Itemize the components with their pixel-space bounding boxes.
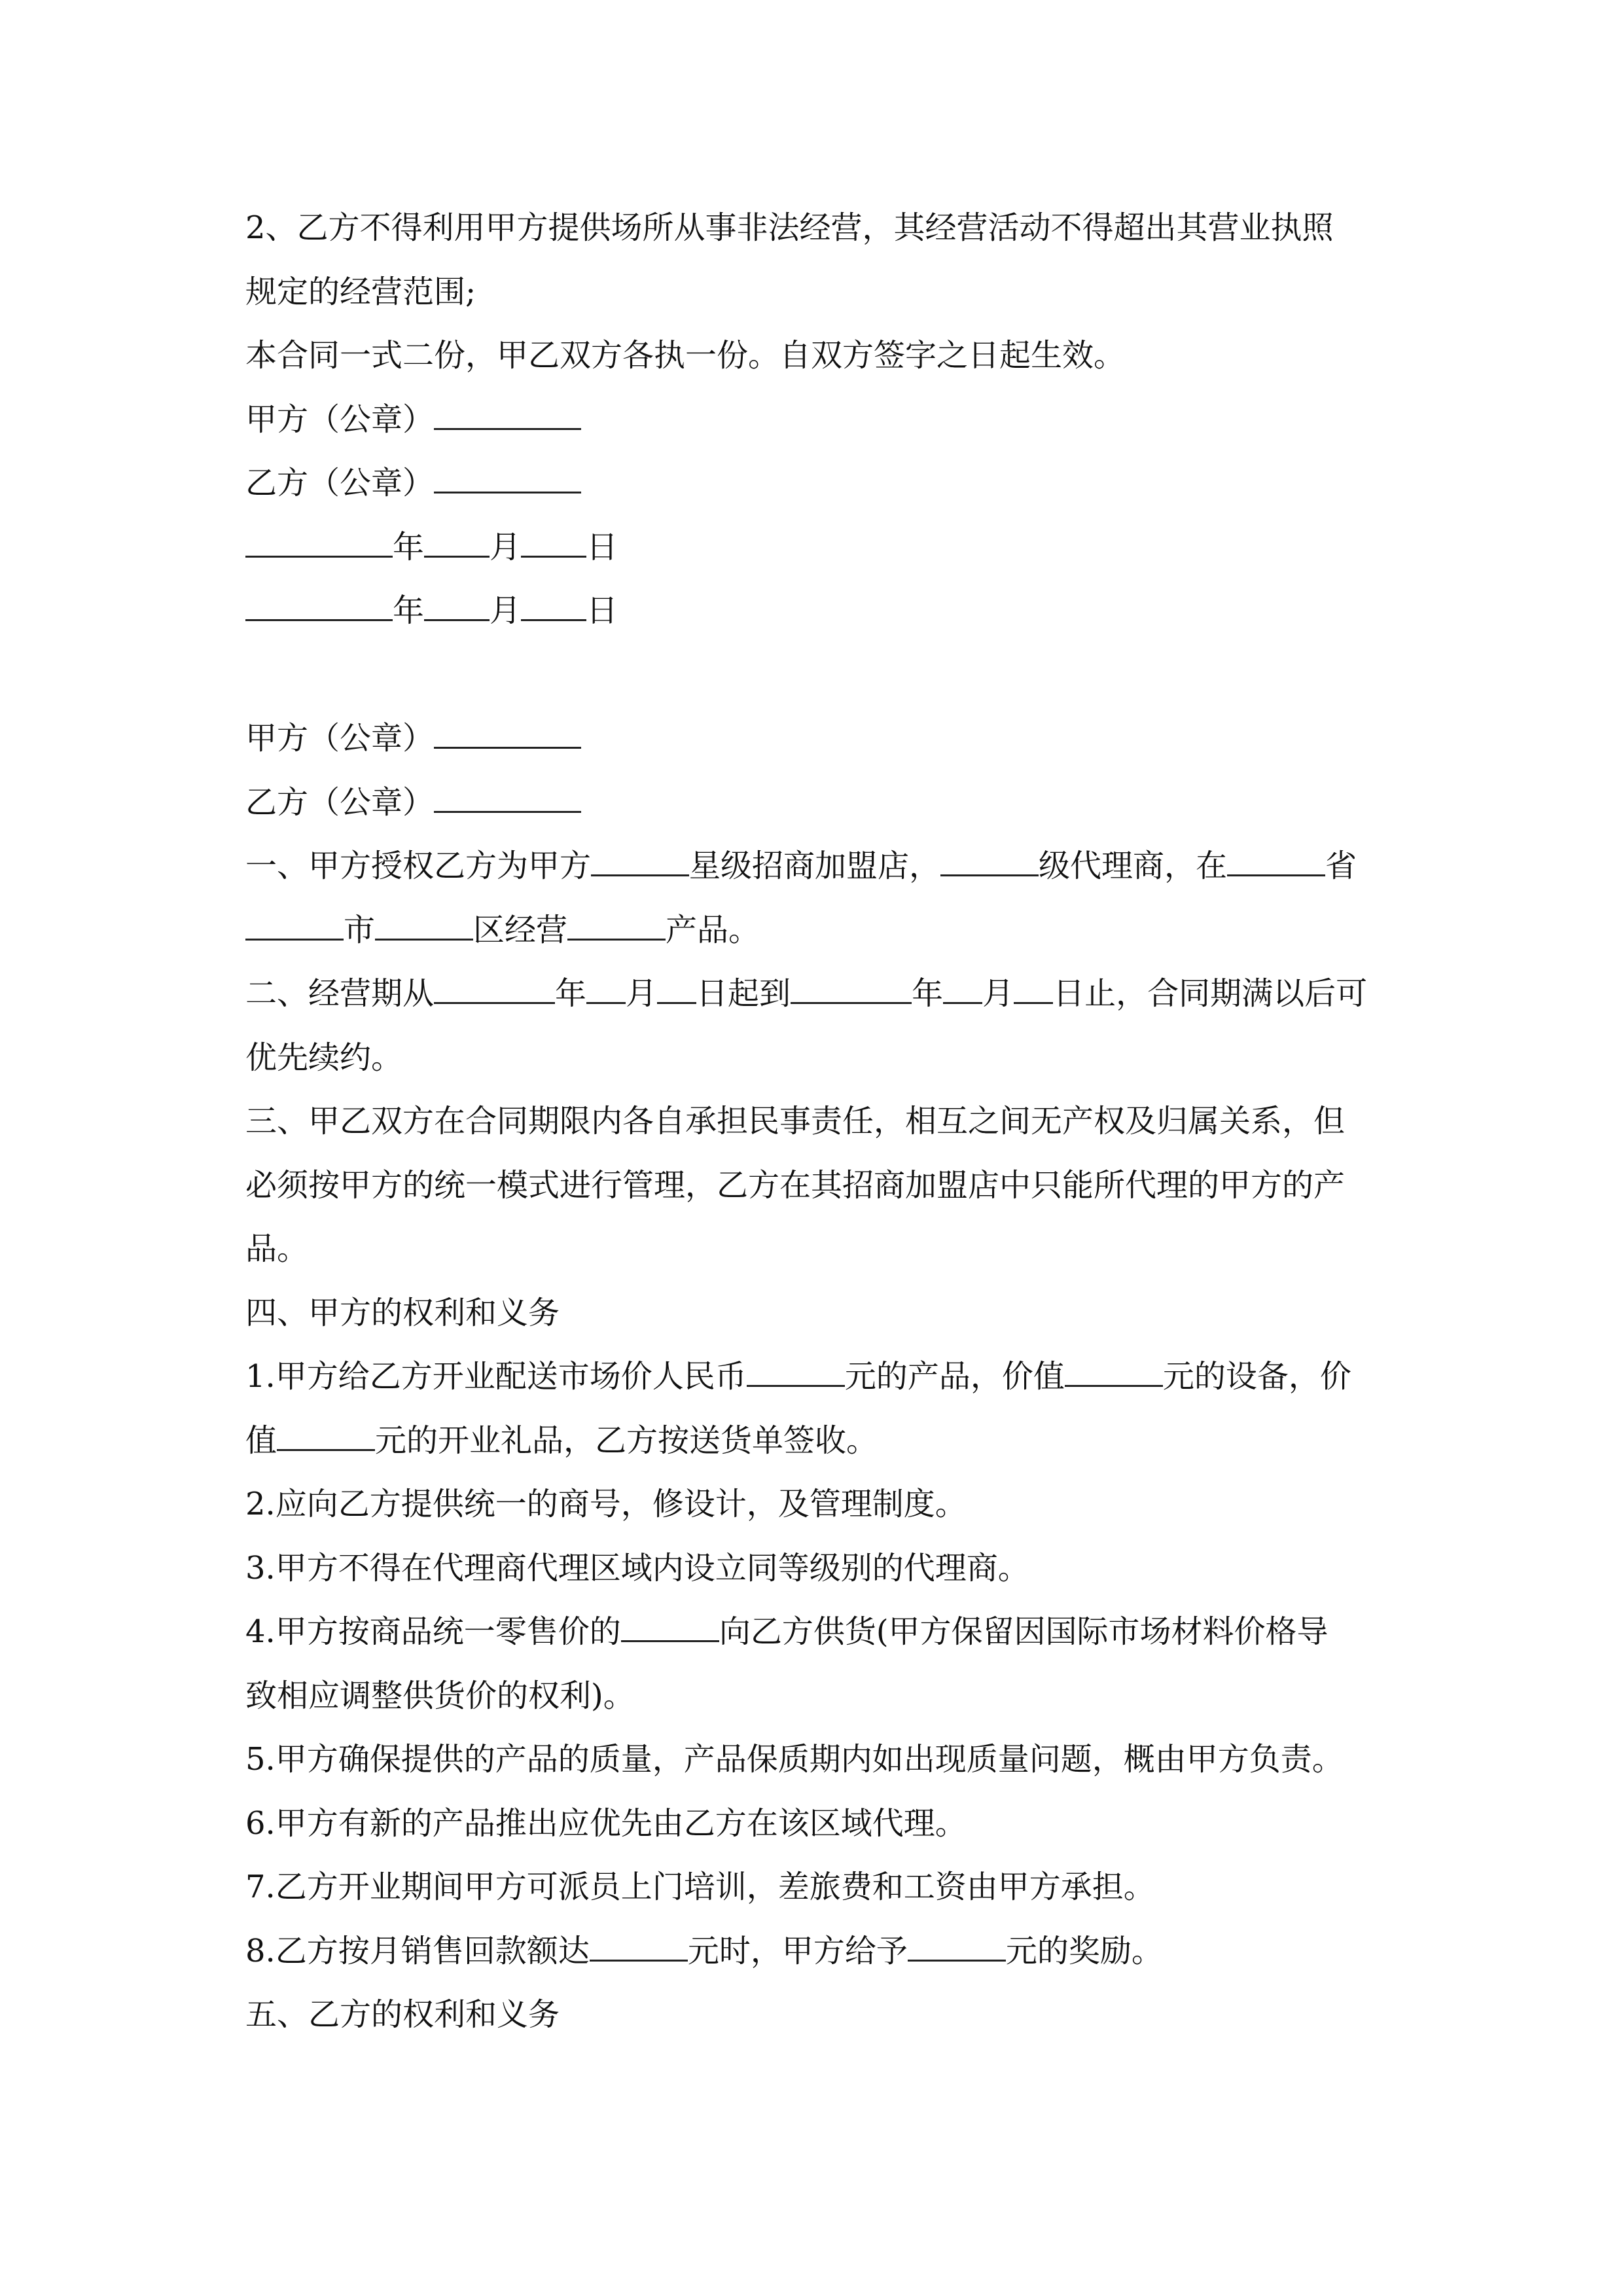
party-b-blank — [434, 461, 581, 493]
party-a-seal-2 — [245, 707, 1387, 771]
start-day-blank — [657, 972, 696, 1004]
article-4-item-1-line-1 — [245, 1345, 1387, 1409]
text: 年 — [555, 975, 587, 1012]
article-2-line-1 — [245, 962, 1387, 1026]
text: 区经营 — [473, 911, 568, 948]
year-label: 年 — [393, 592, 425, 629]
clause-2-line-1: 2、乙方不得利用甲方提供场所从事非法经营，其经营活动不得超出其营业执照 — [245, 209, 1334, 246]
end-year-blank — [791, 972, 912, 1004]
party-b-seal-1 — [245, 452, 1387, 516]
text: 8.乙方按月销售回款额达 — [245, 1932, 590, 1969]
text: 年 — [912, 975, 944, 1012]
party-b-label: 乙方（公章） — [245, 783, 435, 821]
year-label: 年 — [393, 528, 425, 565]
start-month-blank — [586, 972, 626, 1004]
text: 元的奖励。 — [1005, 1932, 1163, 1969]
product-value-blank — [747, 1355, 845, 1387]
month-label: 月 — [490, 592, 522, 629]
text: 月 — [626, 975, 658, 1012]
article-5-title: 五、乙方的权利和义务 — [245, 1996, 560, 2033]
text: 产品。 — [666, 911, 760, 948]
city-blank — [245, 908, 344, 941]
gift-value-blank — [277, 1419, 375, 1451]
article-4-item-4-line-1 — [245, 1600, 1387, 1664]
discount-blank — [621, 1610, 719, 1642]
year-blank — [245, 589, 393, 621]
article-4-title: 四、甲方的权利和义务 — [245, 1294, 560, 1331]
text: 日起到 — [696, 975, 791, 1012]
year-blank — [245, 526, 393, 558]
text: 日止，合同期满以后可 — [1053, 975, 1368, 1012]
day-blank — [521, 589, 586, 621]
text: 元的开业礼品，乙方按送货单签收。 — [375, 1422, 878, 1459]
text: 值 — [245, 1422, 277, 1459]
month-blank — [424, 526, 490, 558]
text: 省 — [1325, 848, 1357, 884]
article-4-item-7: 7.乙方开业期间甲方可派员上门培训，差旅费和工资由甲方承担。 — [245, 1869, 1155, 1905]
text: 市 — [344, 911, 376, 948]
article-1-line-1 — [245, 834, 1387, 899]
date-line-2 — [245, 579, 1387, 643]
party-b-label: 乙方（公章） — [245, 465, 435, 501]
text: 元的产品，价值 — [844, 1358, 1065, 1395]
party-a-blank — [434, 398, 581, 430]
party-a-seal-1 — [245, 388, 1387, 452]
contract-page — [245, 196, 1387, 2047]
star-level-blank — [591, 844, 689, 876]
party-a-label: 甲方（公章） — [245, 720, 435, 757]
text: 星级招商加盟店， — [689, 848, 941, 884]
article-3-line-1: 三、甲乙双方在合同期限内各自承担民事责任，相互之间无产权及归属关系，但 — [245, 1103, 1346, 1139]
sales-amount-blank — [590, 1929, 688, 1962]
party-b-blank — [434, 781, 581, 813]
clause-2-line-2: 规定的经营范围; — [245, 273, 476, 310]
article-4-item-4-line-2: 致相应调整供货价的权利)。 — [245, 1677, 635, 1714]
province-blank — [1227, 844, 1325, 876]
day-label: 日 — [586, 592, 618, 629]
text: 一、甲方授权乙方为甲方 — [245, 848, 592, 884]
article-4-item-1-line-2 — [245, 1409, 1387, 1473]
article-4-item-2: 2.应向乙方提供统一的商号，修设计，及管理制度。 — [245, 1486, 967, 1522]
day-label: 日 — [586, 528, 618, 565]
agent-level-blank — [940, 844, 1039, 876]
article-1-line-2 — [245, 899, 1387, 963]
article-2-line-2: 优先续约。 — [245, 1039, 403, 1076]
text: 元的设备，价 — [1162, 1358, 1351, 1395]
article-4-item-8 — [245, 1920, 1387, 1984]
text: 1.甲方给乙方开业配送市场价人民币 — [245, 1358, 747, 1395]
article-4-item-5: 5.甲方确保提供的产品的质量，产品保质期内如出现质量问题，概由甲方负责。 — [245, 1741, 1344, 1778]
product-blank — [567, 908, 666, 941]
end-day-blank — [1014, 972, 1053, 1004]
party-a-label: 甲方（公章） — [245, 401, 435, 438]
text: 4.甲方按商品统一零售价的 — [245, 1613, 621, 1650]
text: 向乙方供货(甲方保留因国际市场材料价格导 — [719, 1613, 1329, 1650]
date-line-1 — [245, 516, 1387, 580]
article-4-item-6: 6.甲方有新的产品推出应优先由乙方在该区域代理。 — [245, 1804, 967, 1842]
party-a-blank — [434, 717, 581, 749]
article-3-line-2: 必须按甲方的统一模式进行管理，乙方在其招商加盟店中只能所代理的甲方的产 — [245, 1166, 1346, 1204]
reward-amount-blank — [908, 1929, 1006, 1962]
text: 月 — [982, 975, 1014, 1012]
end-month-blank — [943, 972, 982, 1004]
copies-clause: 本合同一式二份，甲乙双方各执一份。自双方签字之日起生效。 — [245, 337, 1126, 374]
text: 元时，甲方给予 — [687, 1932, 908, 1969]
spacer — [245, 643, 1387, 708]
month-label: 月 — [490, 528, 522, 565]
district-blank — [375, 908, 473, 941]
equipment-value-blank — [1065, 1355, 1163, 1387]
text: 二、经营期从 — [245, 975, 435, 1012]
month-blank — [424, 589, 490, 621]
day-blank — [521, 526, 586, 558]
article-4-item-3: 3.甲方不得在代理商代理区域内设立同等级别的代理商。 — [245, 1549, 1029, 1587]
start-year-blank — [434, 972, 555, 1004]
text: 级代理商，在 — [1039, 848, 1228, 884]
article-3-line-3: 品。 — [245, 1230, 309, 1267]
party-b-seal-2 — [245, 771, 1387, 835]
